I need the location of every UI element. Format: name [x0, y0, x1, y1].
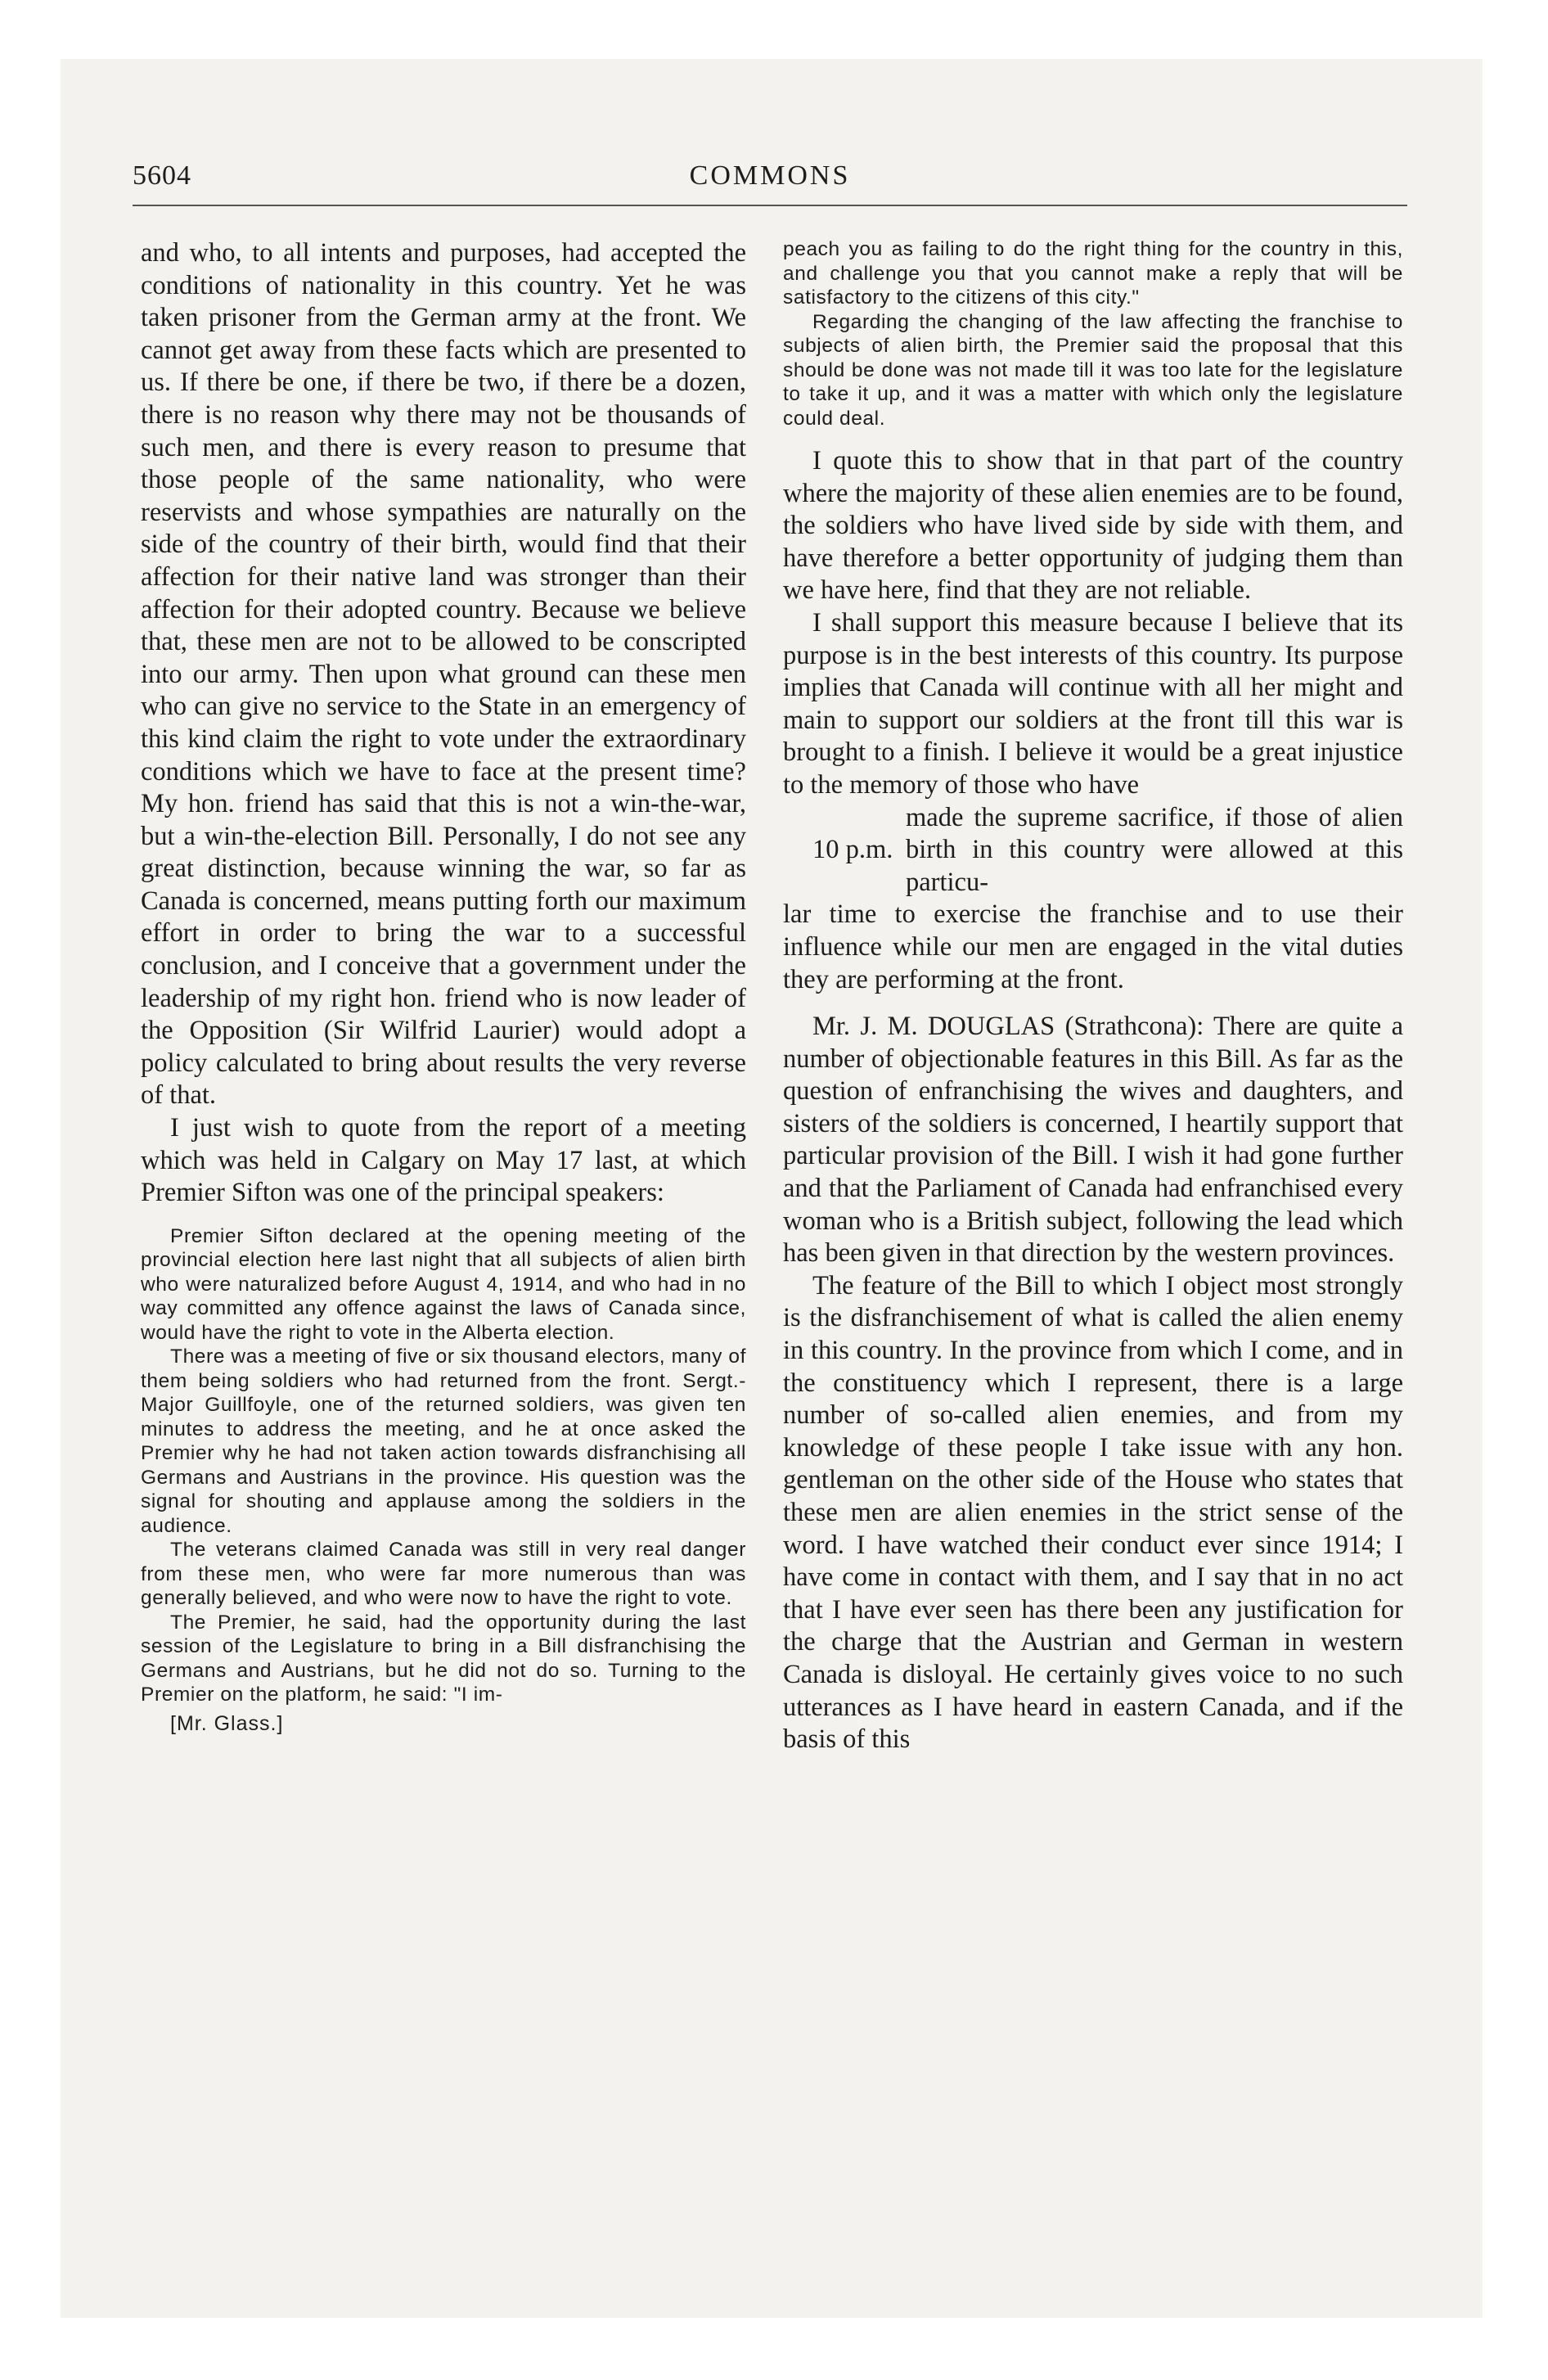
margin-note-row [783, 802, 1403, 899]
quoted-report-paragraph: Regarding the changing of the law affecting the franchise to subjects of alien birth, the Premier said the proposal that this should be done was not made till it was too late for the legislature to take it up, and it was a matter with which only the legislature could deal. [783, 310, 1403, 430]
quoted-report-paragraph: peach you as failing to do the right thing for the country in this, and challenge you that you cannot make a reply that will be satisfactory to the citizens of this city." [783, 238, 1403, 309]
speaker-constituency: (Strathcona): [1064, 1012, 1204, 1042]
right-column [783, 237, 1403, 1756]
speaker-name: Mr. J. M. DOUGLAS [812, 1012, 1055, 1042]
running-head: COMMONS [689, 160, 851, 191]
page-header [133, 156, 1407, 206]
quoted-report-paragraph: There was a meeting of five or six thousand electors, many of them being soldiers who had returned from the front. Sergt.-Major Guillfoyle, one of the returned soldiers, was given ten minutes to address the meeting, and he at once asked the Premier why he had not taken action towards disfranchising all Germans and Austrians in the province. His question was the signal for shouting and applause among the soldiers in the audience. [141, 1346, 746, 1537]
speaker-attribution: [Mr. Glass.] [170, 1711, 284, 1735]
time-marker: 10 p.m. [812, 835, 893, 865]
speech-paragraph: and who, to all intents and purposes, had accepted the conditions of nationality in this country. Yet he was taken prisoner from the German army at the front. We cannot get away from these facts which are presented to us. If there be one, if there be two, if there be a dozen, there is no reason why there may not be thousands of such men, and there is every reason to presume that those people of the same nationality, who were reservists and whose sympathies are naturally on the side of the country of their birth, would find that their affection for their native land was stronger than their affection for their adopted country. Because we believe that, these men are not to be allowed to be conscripted into our army. Then upon what ground can these men who can give no service to the State in an emergency of this kind claim the right to vote under the extraordinary conditions which we have to face at the present time? My hon. friend has said that this is not a win-the-war, but a win-the-election Bill. Personally, I do not see any great distinction, because winning the war, so far as Canada is concerned, means putting forth our maximum effort in order to bring the war to a successful conclusion, and I conceive that a government under the leadership of my right hon. friend who is now leader of the Opposition (Sir Wilfrid Laurier) would adopt a policy calculated to bring about results the very reverse of that. [141, 238, 746, 1111]
quoted-report-paragraph: The veterans claimed Canada was still in very real danger from these men, who were far more numerous than was generally believed, and who were now to have the right to vote. [141, 1539, 746, 1610]
speech-paragraph: lar time to exercise the franchise and to use their influence while our men are engaged in the vital duties they are performing at the front. [783, 899, 1403, 994]
quoted-report-paragraph: Premier Sifton declared at the opening meeting of the provincial election here last night that all subjects of alien birth who were naturalized before August 4, 1914, and who had in no way committed any offence against the laws of Canada since, would have the right to vote in the Alberta election. [141, 1224, 746, 1344]
speech-text: There are quite a number of objectionable features in this Bill. As far as the question of enfranchising the wives and daughters, and sisters of the soldiers is concerned, I heartily support that particular provision of the Bill. I wish it had gone further and that the Parliament of Canada had enfranchised every woman who is a British subject, following the lead which has been given in that direction by the western provinces. [783, 1012, 1403, 1269]
page-number: 5604 [133, 160, 191, 191]
speech-paragraph: I shall support this measure because I believe that its purpose is in the best interests of this country. Its purpose implies that Canada will continue with all her might and main to support our soldiers at the front till this war is brought to a finish. I believe it would be a great injustice to the memory of those who have [783, 607, 1403, 800]
speech-paragraph: made the supreme sacrifice, if those of alien birth in this country were allowed at this particu- [906, 802, 1403, 897]
speech-paragraph: I just wish to quote from the report of a meeting which was held in Calgary on May 17 last, at which Premier Sifton was one of the principal speakers: [141, 1113, 746, 1208]
speech-paragraph [783, 1011, 1403, 1270]
speech-paragraph: The feature of the Bill to which I object most strongly is the disfranchisement of what is called the alien enemy in this country. In the province from which I come, and in the constituency which I represent, there is a large number of so-called alien enemies, and from my knowledge of these people I take issue with any hon. gentleman on the other side of the House who states that these men are alien enemies in the strict sense of the word. I have watched their conduct ever since 1914; I have come in contact with them, and I say that in no act that I have ever seen has there been any justification for the charge that the Austrian and German in western Canada is disloyal. He certainly gives voice to no such utterances as I have heard in eastern Canada, and if the basis of this [783, 1270, 1403, 1755]
speech-paragraph: I quote this to show that in that part of the country where the majority of these alien enemies are to be found, the soldiers who have lived side by side with them, and have therefore a better opportunity of judging them than we have here, find that they are not reliable. [783, 446, 1403, 606]
left-column [141, 237, 746, 1736]
quoted-report-paragraph: The Premier, he said, had the opportunity during the last session of the Legislature to bring in a Bill disfranchising the Germans and Austrians, but he did not do so. Turning to the Premier on the platform, he said: "I im- [141, 1611, 746, 1706]
